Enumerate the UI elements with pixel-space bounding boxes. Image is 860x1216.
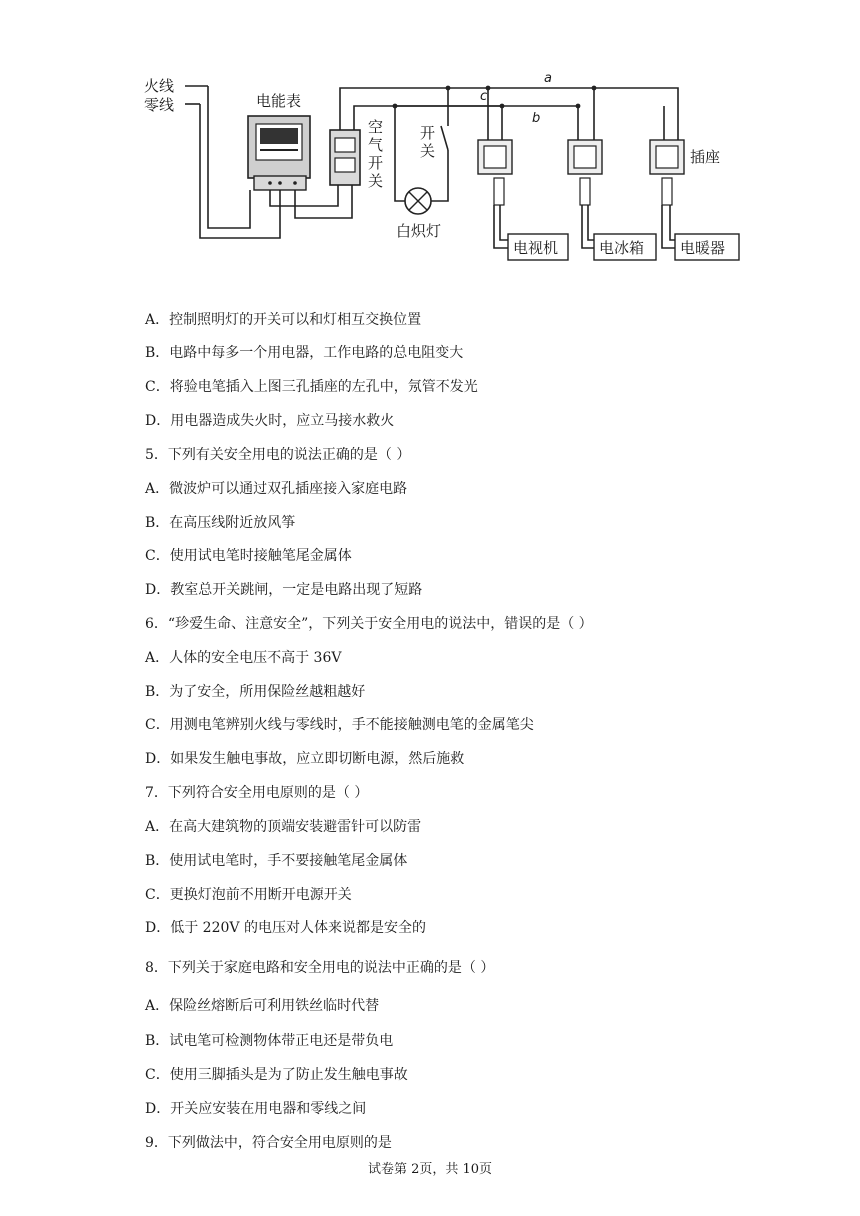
air-switch-char-2: 气 — [368, 136, 384, 154]
live-wire-label: 火线 — [144, 77, 175, 95]
option-6a: A．人体的安全电压不高于 36V — [145, 650, 342, 666]
energy-meter — [248, 116, 310, 190]
fridge-label: 电冰箱 — [599, 239, 645, 257]
heater-label: 电暖器 — [680, 239, 726, 257]
bus-label-a: a — [544, 71, 552, 86]
incandescent-lamp — [405, 188, 431, 214]
bus-label-b: b — [532, 111, 541, 126]
option-7d: D．低于 220V 的电压对人体来说都是安全的 — [145, 920, 426, 936]
option-5d: D．教室总开关跳闸，一定是电路出现了短路 — [145, 582, 423, 598]
option-6b: B．为了安全，所用保险丝越粗越好 — [145, 684, 366, 700]
socket-1 — [478, 140, 512, 205]
air-switch-char-1: 空 — [368, 118, 384, 136]
option-6d: D．如果发生触电事故，应立即切断电源，然后施救 — [145, 751, 465, 767]
option-4b: B．电路中每多一个用电器，工作电路的总电阻变大 — [145, 345, 464, 361]
question-7: 7．下列符合安全用电原则的是（ ） — [145, 785, 369, 801]
question-9: 9．下列做法中，符合安全用电原则的是 — [145, 1135, 392, 1151]
option-8d: D．开关应安装在用电器和零线之间 — [145, 1101, 367, 1117]
option-4c: C．将验电笔插入上图三孔插座的左孔中，氖管不发光 — [145, 379, 478, 395]
option-7c: C．更换灯泡前不用断开电源开关 — [145, 887, 352, 903]
question-6: 6．“珍爱生命、注意安全”，下列关于安全用电的说法中，错误的是（ ） — [145, 616, 593, 632]
option-6c: C．用测电笔辨别火线与零线时，手不能接触测电笔的金属笔尖 — [145, 717, 534, 733]
option-7a: A．在高大建筑物的顶端安装避雷针可以防雷 — [145, 819, 422, 835]
option-8c: C．使用三脚插头是为了防止发生触电事故 — [145, 1067, 408, 1083]
socket-3 — [650, 140, 684, 205]
air-switch-char-3: 开 — [368, 154, 384, 172]
option-4a: A．控制照明灯的开关可以和灯相互交换位置 — [145, 312, 422, 328]
option-8a: A．保险丝熔断后可利用铁丝临时代替 — [145, 998, 380, 1014]
option-8b: B．试电笔可检测物体带正电还是带负电 — [145, 1033, 394, 1049]
bus-label-c: c — [480, 89, 488, 104]
switch-char-2: 关 — [420, 142, 436, 160]
air-switch — [330, 130, 360, 185]
meter-label: 电能表 — [256, 92, 302, 110]
lamp-label: 白炽灯 — [396, 222, 442, 240]
question-5: 5．下列有关安全用电的说法正确的是（ ） — [145, 447, 411, 463]
option-4d: D．用电器造成失火时，应立马接水救火 — [145, 413, 395, 429]
air-switch-char-4: 关 — [368, 172, 384, 190]
socket-label: 插座 — [690, 148, 721, 166]
switch-char-1: 开 — [420, 124, 436, 142]
option-5a: A．微波炉可以通过双孔插座接入家庭电路 — [145, 481, 408, 497]
neutral-wire-label: 零线 — [144, 96, 175, 114]
circuit-diagram — [130, 60, 750, 270]
option-5c: C．使用试电笔时接触笔尾金属体 — [145, 548, 352, 564]
question-8: 8．下列关于家庭电路和安全用电的说法中正确的是（ ） — [145, 960, 495, 976]
page-footer: 试卷第 2页，共 10页 — [367, 1162, 493, 1177]
socket-2 — [568, 140, 602, 205]
option-7b: B．使用试电笔时，手不要接触笔尾金属体 — [145, 853, 408, 869]
tv-label: 电视机 — [513, 239, 559, 257]
option-5b: B．在高压线附近放风筝 — [145, 515, 296, 531]
